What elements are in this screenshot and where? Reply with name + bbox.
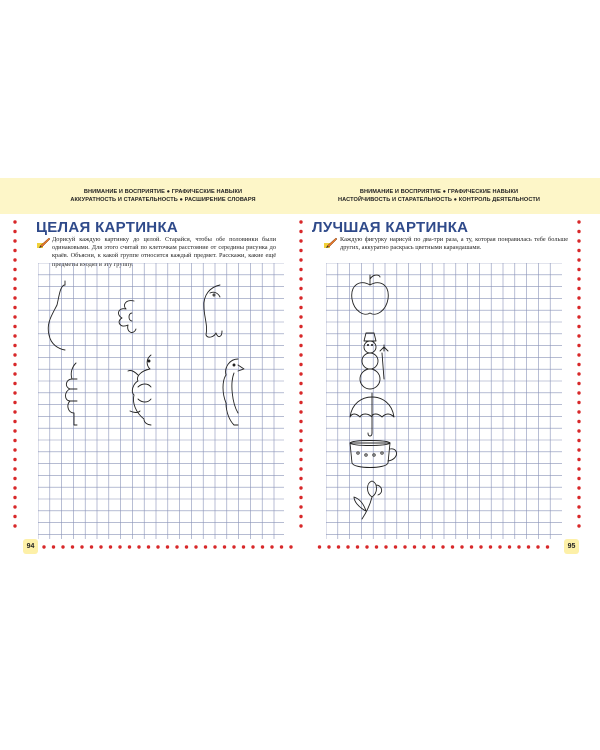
- border-dot: [470, 545, 473, 548]
- left-page-title: ЦЕЛАЯ КАРТИНКА: [36, 219, 179, 236]
- border-dot: [299, 239, 302, 242]
- hand-half: [66, 363, 78, 425]
- tulip-drawing: [354, 481, 382, 519]
- border-dot: [299, 277, 302, 280]
- border-dot: [577, 410, 580, 413]
- left-instruction: Дорисуй каждую картинку до целой. Старайся, чтобы обе половинки были одинаковыми. Для этого считай по клеточкам расстояние от середины рисунка до краёв. Объясни, к какой группе относится каждый предмет. Расскажи, какие ещё предметы входят в эту группу.: [52, 236, 276, 268]
- border-dot: [577, 439, 580, 442]
- border-dot: [194, 545, 197, 548]
- border-dot: [13, 353, 16, 356]
- border-dot: [577, 363, 580, 366]
- border-dot: [577, 372, 580, 375]
- border-dot: [137, 545, 140, 548]
- border-dot: [13, 467, 16, 470]
- border-dot: [299, 401, 302, 404]
- border-dot: [13, 334, 16, 337]
- border-dot: [52, 545, 55, 548]
- border-dot: [80, 545, 83, 548]
- border-dot: [13, 315, 16, 318]
- border-dot: [118, 545, 121, 548]
- border-dot: [403, 545, 406, 548]
- border-dot: [270, 545, 273, 548]
- border-dot: [13, 363, 16, 366]
- border-dot: [185, 545, 188, 548]
- border-dot: [13, 401, 16, 404]
- border-dot: [13, 258, 16, 261]
- border-dot: [299, 505, 302, 508]
- border-dot: [13, 515, 16, 518]
- border-dot: [13, 344, 16, 347]
- border-dot: [327, 545, 330, 548]
- border-dot: [13, 505, 16, 508]
- border-dot: [577, 458, 580, 461]
- border-dot: [166, 545, 169, 548]
- border-dot: [441, 545, 444, 548]
- border-dot: [299, 524, 302, 527]
- border-dot: [13, 230, 16, 233]
- right-instruction: Каждую фигурку нарисуй по два-три раза, а ту, которая понравилась тебе больше других, аккуратно раскрась цветными карандашами.: [340, 236, 568, 252]
- turtle-half: [132, 355, 151, 425]
- border-dot: [299, 353, 302, 356]
- border-dot: [299, 515, 302, 518]
- border-dot: [299, 429, 302, 432]
- border-dot: [13, 220, 16, 223]
- flower-half: [119, 301, 136, 333]
- border-dot: [299, 258, 302, 261]
- border-dot: [13, 249, 16, 252]
- border-dot: [13, 391, 16, 394]
- border-dot: [299, 439, 302, 442]
- border-dot: [99, 545, 102, 548]
- border-dot: [536, 545, 539, 548]
- border-dot: [13, 429, 16, 432]
- border-dot: [13, 439, 16, 442]
- border-dot: [299, 296, 302, 299]
- border-dot: [577, 334, 580, 337]
- border-dot: [384, 545, 387, 548]
- border-dot: [299, 325, 302, 328]
- border-dot: [13, 277, 16, 280]
- border-dot: [299, 410, 302, 413]
- border-dot: [299, 306, 302, 309]
- border-dot: [299, 287, 302, 290]
- border-dot: [13, 458, 16, 461]
- border-dot: [432, 545, 435, 548]
- border-dot: [299, 382, 302, 385]
- border-dot: [13, 496, 16, 499]
- border-dot: [251, 545, 254, 548]
- border-dot: [42, 545, 45, 548]
- border-dot: [577, 249, 580, 252]
- border-dot: [299, 467, 302, 470]
- border-dot: [204, 545, 207, 548]
- border-dot: [577, 230, 580, 233]
- right-page-title: ЛУЧШАЯ КАРТИНКА: [312, 219, 469, 236]
- left-header-line1: ВНИМАНИЕ И ВОСПРИЯТИЕ ● ГРАФИЧЕСКИЕ НАВЫКИ: [83, 189, 243, 195]
- border-dot: [577, 277, 580, 280]
- border-dot: [451, 545, 454, 548]
- border-dot: [413, 545, 416, 548]
- border-dot: [13, 372, 16, 375]
- border-dot: [577, 401, 580, 404]
- border-dot: [261, 545, 264, 548]
- border-dot: [299, 372, 302, 375]
- border-dot: [508, 545, 511, 548]
- border-dot: [299, 363, 302, 366]
- border-dot: [577, 382, 580, 385]
- border-dot: [460, 545, 463, 548]
- border-dot: [577, 325, 580, 328]
- border-dot: [280, 545, 283, 548]
- umbrella-drawing: [350, 393, 394, 436]
- border-dot: [337, 545, 340, 548]
- snowman-drawing: [360, 333, 388, 389]
- border-dot: [577, 344, 580, 347]
- left-page-number: 94: [23, 539, 38, 554]
- border-dot: [299, 315, 302, 318]
- border-dot: [517, 545, 520, 548]
- right-header-line2: НАСТОЙЧИВОСТЬ И СТАРАТЕЛЬНОСТЬ ● КОНТРОЛЬ ДЕЯТЕЛЬНОСТИ: [337, 197, 541, 203]
- border-dot: [13, 287, 16, 290]
- border-dot: [299, 486, 302, 489]
- border-dot: [13, 382, 16, 385]
- border-dot: [299, 477, 302, 480]
- border-dot: [365, 545, 368, 548]
- border-dot: [546, 545, 549, 548]
- border-dot: [299, 249, 302, 252]
- border-dot: [299, 344, 302, 347]
- border-dot: [13, 268, 16, 271]
- border-dot: [299, 230, 302, 233]
- border-dot: [242, 545, 245, 548]
- border-dot: [156, 545, 159, 548]
- border-dot: [577, 239, 580, 242]
- border-dot: [232, 545, 235, 548]
- pencil-icon: [37, 237, 51, 249]
- border-dot: [13, 477, 16, 480]
- border-dot: [13, 306, 16, 309]
- border-dot: [13, 296, 16, 299]
- border-dot: [299, 496, 302, 499]
- border-dot: [577, 220, 580, 223]
- border-dot: [527, 545, 530, 548]
- border-dot: [71, 545, 74, 548]
- border-dot: [577, 287, 580, 290]
- border-dot: [299, 268, 302, 271]
- border-dot: [577, 353, 580, 356]
- border-dot: [356, 545, 359, 548]
- border-dot: [498, 545, 501, 548]
- right-header: [314, 188, 564, 204]
- pear-half: [48, 285, 65, 350]
- border-dot: [394, 545, 397, 548]
- border-dot: [577, 391, 580, 394]
- border-dot: [299, 334, 302, 337]
- border-dot: [13, 239, 16, 242]
- border-dot: [299, 391, 302, 394]
- border-dot: [13, 410, 16, 413]
- border-dot: [489, 545, 492, 548]
- border-dot: [13, 524, 16, 527]
- border-dot: [577, 467, 580, 470]
- border-dot: [213, 545, 216, 548]
- border-dot: [577, 515, 580, 518]
- right-header-line1: ВНИМАНИЕ И ВОСПРИЯТИЕ ● ГРАФИЧЕСКИЕ НАВЫКИ: [359, 189, 519, 195]
- border-dot: [577, 524, 580, 527]
- border-dot: [13, 448, 16, 451]
- border-dot: [577, 296, 580, 299]
- border-dot: [13, 486, 16, 489]
- border-dot: [318, 545, 321, 548]
- border-dot: [299, 448, 302, 451]
- border-dot: [128, 545, 131, 548]
- border-dot: [299, 220, 302, 223]
- border-dot: [577, 477, 580, 480]
- border-dot: [90, 545, 93, 548]
- border-dot: [375, 545, 378, 548]
- border-dot: [346, 545, 349, 548]
- right-page-number: 95: [564, 539, 579, 554]
- border-dot: [13, 325, 16, 328]
- border-dot: [422, 545, 425, 548]
- left-header: [38, 188, 288, 204]
- border-dot: [13, 420, 16, 423]
- border-dot: [577, 505, 580, 508]
- border-dot: [299, 458, 302, 461]
- border-dot: [479, 545, 482, 548]
- left-header-line2: АККУРАТНОСТЬ И СТАРАТЕЛЬНОСТЬ ● РАСШИРЕНИЕ СЛОВАРЯ: [70, 197, 256, 203]
- border-dot: [289, 545, 292, 548]
- border-dot: [577, 448, 580, 451]
- border-dot: [577, 306, 580, 309]
- mitten-half: [204, 285, 222, 337]
- border-dot: [577, 258, 580, 261]
- border-dot: [577, 486, 580, 489]
- right-grid: [326, 263, 562, 539]
- border-dot: [577, 268, 580, 271]
- border-dot: [223, 545, 226, 548]
- left-grid: [38, 263, 284, 539]
- border-dot: [175, 545, 178, 548]
- border-dot: [147, 545, 150, 548]
- border-dot: [577, 315, 580, 318]
- border-dot: [61, 545, 64, 548]
- border-dot: [577, 429, 580, 432]
- border-dot: [577, 420, 580, 423]
- border-dot: [577, 496, 580, 499]
- border-dot: [299, 420, 302, 423]
- pencil-icon: [324, 237, 338, 249]
- border-dot: [109, 545, 112, 548]
